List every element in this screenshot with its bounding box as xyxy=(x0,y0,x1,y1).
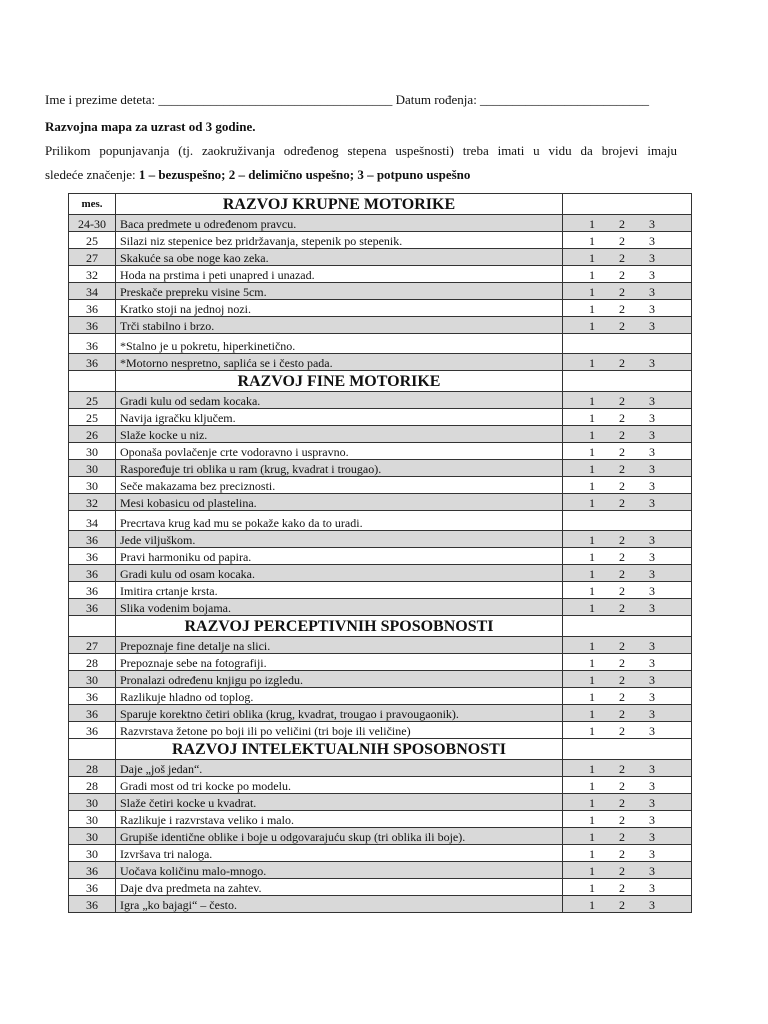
skill-description: Slaže kocke u niz. xyxy=(116,426,563,443)
score-cell[interactable] xyxy=(563,300,692,317)
score-option-1[interactable]: 1 xyxy=(589,796,595,810)
score-option-3[interactable]: 3 xyxy=(649,285,655,299)
score-option-2[interactable]: 2 xyxy=(619,847,625,861)
score-option-1[interactable]: 1 xyxy=(589,302,595,316)
month-cell: 36 xyxy=(69,548,116,565)
skill-description: Pravi harmoniku od papira. xyxy=(116,548,563,565)
score-option-2[interactable]: 2 xyxy=(619,690,625,704)
score-option-2[interactable]: 2 xyxy=(619,251,625,265)
month-cell: 36 xyxy=(69,300,116,317)
score-cell[interactable] xyxy=(563,443,692,460)
score-option-1[interactable]: 1 xyxy=(589,268,595,282)
section-title: RAZVOJ KRUPNE MOTORIKE xyxy=(116,194,563,215)
score-cell[interactable] xyxy=(563,283,692,300)
score-option-2[interactable]: 2 xyxy=(619,779,625,793)
score-option-3[interactable]: 3 xyxy=(649,830,655,844)
table-row xyxy=(69,654,692,671)
score-option-1[interactable]: 1 xyxy=(589,707,595,721)
score-header-cell xyxy=(563,616,692,637)
score-option-1[interactable]: 1 xyxy=(589,639,595,653)
table-row xyxy=(69,266,692,283)
score-cell[interactable] xyxy=(563,705,692,722)
skill-description: Skakuće sa obe noge kao zeka. xyxy=(116,249,563,266)
skill-description: Hoda na prstima i peti unapred i unazad. xyxy=(116,266,563,283)
score-option-2[interactable]: 2 xyxy=(619,394,625,408)
table-row xyxy=(69,283,692,300)
score-option-2[interactable]: 2 xyxy=(619,656,625,670)
score-option-3[interactable]: 3 xyxy=(649,690,655,704)
skill-description: Gradi kulu od sedam kocaka. xyxy=(116,392,563,409)
month-cell: 32 xyxy=(69,494,116,511)
score-header-cell xyxy=(563,194,692,215)
score-cell[interactable] xyxy=(563,215,692,232)
score-option-3[interactable]: 3 xyxy=(649,251,655,265)
table-row xyxy=(69,426,692,443)
score-option-1[interactable]: 1 xyxy=(589,898,595,912)
skill-description: Gradi most od tri kocke po modelu. xyxy=(116,777,563,794)
skill-description: Daje „još jedan“. xyxy=(116,760,563,777)
month-cell: 36 xyxy=(69,565,116,582)
skill-description: Raspoređuje tri oblika u ram (krug, kvadrat i trougao). xyxy=(116,460,563,477)
table-row xyxy=(69,811,692,828)
score-option-2[interactable]: 2 xyxy=(619,479,625,493)
score-cell[interactable] xyxy=(563,460,692,477)
table-row xyxy=(69,300,692,317)
score-option-2[interactable]: 2 xyxy=(619,428,625,442)
table-row xyxy=(69,777,692,794)
score-option-2[interactable]: 2 xyxy=(619,567,625,581)
month-cell: 34 xyxy=(69,511,116,531)
score-option-1[interactable]: 1 xyxy=(589,656,595,670)
score-option-3[interactable]: 3 xyxy=(649,234,655,248)
score-cell[interactable] xyxy=(563,879,692,896)
skill-description: Baca predmete u određenom pravcu. xyxy=(116,215,563,232)
month-column-header xyxy=(69,616,116,637)
document-title: Razvojna mapa za uzrast od 3 godine. xyxy=(45,119,256,134)
table-row xyxy=(69,334,692,354)
skill-description: Razlikuje i razvrstava veliko i malo. xyxy=(116,811,563,828)
month-cell: 36 xyxy=(69,582,116,599)
score-cell[interactable] xyxy=(563,477,692,494)
month-cell: 25 xyxy=(69,409,116,426)
table-row xyxy=(69,671,692,688)
score-cell[interactable] xyxy=(563,811,692,828)
score-header-cell xyxy=(563,739,692,760)
score-cell[interactable] xyxy=(563,582,692,599)
score-option-3[interactable]: 3 xyxy=(649,898,655,912)
score-option-3[interactable]: 3 xyxy=(649,550,655,564)
month-cell: 26 xyxy=(69,426,116,443)
table-row xyxy=(69,215,692,232)
score-cell[interactable] xyxy=(563,599,692,616)
month-cell: 30 xyxy=(69,845,116,862)
table-row xyxy=(69,688,692,705)
score-option-3[interactable]: 3 xyxy=(649,762,655,776)
skill-description: Preskače prepreku visine 5cm. xyxy=(116,283,563,300)
score-option-1[interactable]: 1 xyxy=(589,319,595,333)
name-birthdate-line: Ime i prezime deteta: ____________________________________ Datum rođenja: __________________________ xyxy=(45,92,650,107)
skill-description: Kratko stoji na jednoj nozi. xyxy=(116,300,563,317)
month-cell: 36 xyxy=(69,334,116,354)
month-cell: 32 xyxy=(69,266,116,283)
month-cell: 36 xyxy=(69,862,116,879)
month-cell: 34 xyxy=(69,283,116,300)
score-cell[interactable] xyxy=(563,794,692,811)
score-cell[interactable] xyxy=(563,845,692,862)
score-cell[interactable] xyxy=(563,688,692,705)
score-option-1[interactable]: 1 xyxy=(589,445,595,459)
skill-description: *Stalno je u pokretu, hiperkinetično. xyxy=(116,334,563,354)
table-row xyxy=(69,722,692,739)
score-option-2[interactable]: 2 xyxy=(619,673,625,687)
score-option-3[interactable]: 3 xyxy=(649,864,655,878)
score-option-3[interactable]: 3 xyxy=(649,584,655,598)
score-cell[interactable] xyxy=(563,862,692,879)
score-option-3[interactable]: 3 xyxy=(649,479,655,493)
score-option-3[interactable]: 3 xyxy=(649,673,655,687)
month-column-header xyxy=(69,371,116,392)
table-row xyxy=(69,232,692,249)
score-option-3[interactable]: 3 xyxy=(649,707,655,721)
table-row xyxy=(69,494,692,511)
skill-description: Trči stabilno i brzo. xyxy=(116,317,563,334)
section-title: RAZVOJ INTELEKTUALNIH SPOSOBNOSTI xyxy=(116,739,563,760)
score-option-2[interactable]: 2 xyxy=(619,217,625,231)
score-option-3[interactable]: 3 xyxy=(649,319,655,333)
score-option-2[interactable]: 2 xyxy=(619,881,625,895)
skill-description: Silazi niz stepenice bez pridržavanja, stepenik po stepenik. xyxy=(116,232,563,249)
table-row xyxy=(69,531,692,548)
development-table xyxy=(68,193,692,913)
table-row xyxy=(69,565,692,582)
month-cell: 30 xyxy=(69,671,116,688)
score-option-3[interactable]: 3 xyxy=(649,724,655,738)
score-cell[interactable] xyxy=(563,828,692,845)
month-column-header xyxy=(69,739,116,760)
skill-description: Daje dva predmeta na zahtev. xyxy=(116,879,563,896)
skill-description: Navija igračku ključem. xyxy=(116,409,563,426)
score-option-2[interactable]: 2 xyxy=(619,533,625,547)
score-option-2[interactable]: 2 xyxy=(619,864,625,878)
score-option-1[interactable]: 1 xyxy=(589,847,595,861)
score-option-1[interactable]: 1 xyxy=(589,394,595,408)
table-row xyxy=(69,548,692,565)
section-header xyxy=(69,194,692,215)
score-option-2[interactable]: 2 xyxy=(619,762,625,776)
section-title: RAZVOJ PERCEPTIVNIH SPOSOBNOSTI xyxy=(116,616,563,637)
table-row xyxy=(69,249,692,266)
score-option-1[interactable]: 1 xyxy=(589,779,595,793)
score-option-2[interactable]: 2 xyxy=(619,462,625,476)
skill-description: Pronalazi određenu knjigu po izgledu. xyxy=(116,671,563,688)
score-option-3[interactable]: 3 xyxy=(649,533,655,547)
score-option-3[interactable]: 3 xyxy=(649,462,655,476)
score-option-3[interactable]: 3 xyxy=(649,356,655,370)
score-cell[interactable] xyxy=(563,494,692,511)
table-row xyxy=(69,392,692,409)
skill-description: Jede viljuškom. xyxy=(116,531,563,548)
skill-description: Grupiše identične oblike i boje u odgovarajuću skup (tri oblika ili boje). xyxy=(116,828,563,845)
skill-description: Oponaša povlačenje crte vodoravno i uspravno. xyxy=(116,443,563,460)
score-option-2[interactable]: 2 xyxy=(619,268,625,282)
score-cell[interactable] xyxy=(563,777,692,794)
month-cell: 30 xyxy=(69,460,116,477)
score-option-1[interactable]: 1 xyxy=(589,830,595,844)
score-option-1[interactable]: 1 xyxy=(589,881,595,895)
skill-description: *Motorno nespretno, saplića se i često pada. xyxy=(116,354,563,371)
score-option-1[interactable]: 1 xyxy=(589,479,595,493)
score-option-1[interactable]: 1 xyxy=(589,813,595,827)
month-cell: 28 xyxy=(69,777,116,794)
table-row xyxy=(69,637,692,654)
score-option-3[interactable]: 3 xyxy=(649,656,655,670)
score-option-1[interactable]: 1 xyxy=(589,584,595,598)
month-cell: 28 xyxy=(69,654,116,671)
section-header xyxy=(69,739,692,760)
score-option-3[interactable]: 3 xyxy=(649,268,655,282)
score-option-1[interactable]: 1 xyxy=(589,601,595,615)
score-option-3[interactable]: 3 xyxy=(649,496,655,510)
score-option-1[interactable]: 1 xyxy=(589,724,595,738)
score-option-2[interactable]: 2 xyxy=(619,707,625,721)
month-column-header: mes. xyxy=(69,194,116,215)
score-option-1[interactable]: 1 xyxy=(589,762,595,776)
score-cell[interactable] xyxy=(563,334,692,354)
score-option-3[interactable]: 3 xyxy=(649,639,655,653)
table-row xyxy=(69,443,692,460)
table-row xyxy=(69,760,692,777)
score-option-2[interactable]: 2 xyxy=(619,234,625,248)
score-cell[interactable] xyxy=(563,232,692,249)
table-row xyxy=(69,828,692,845)
table-row xyxy=(69,409,692,426)
skill-description: Gradi kulu od osam kocaka. xyxy=(116,565,563,582)
score-cell[interactable] xyxy=(563,426,692,443)
score-option-3[interactable]: 3 xyxy=(649,813,655,827)
score-cell[interactable] xyxy=(563,760,692,777)
month-cell: 27 xyxy=(69,249,116,266)
skill-description: Prepoznaje fine detalje na slici. xyxy=(116,637,563,654)
month-cell: 30 xyxy=(69,443,116,460)
score-option-2[interactable]: 2 xyxy=(619,898,625,912)
month-cell: 30 xyxy=(69,794,116,811)
month-cell: 24-30 xyxy=(69,215,116,232)
skill-description: Uočava količinu malo-mnogo. xyxy=(116,862,563,879)
score-option-3[interactable]: 3 xyxy=(649,601,655,615)
table-row xyxy=(69,879,692,896)
score-option-3[interactable]: 3 xyxy=(649,779,655,793)
score-cell[interactable] xyxy=(563,565,692,582)
score-option-1[interactable]: 1 xyxy=(589,496,595,510)
score-option-2[interactable]: 2 xyxy=(619,639,625,653)
score-option-1[interactable]: 1 xyxy=(589,356,595,370)
score-cell[interactable] xyxy=(563,896,692,913)
month-cell: 30 xyxy=(69,811,116,828)
score-cell[interactable] xyxy=(563,511,692,531)
table-row xyxy=(69,582,692,599)
score-cell[interactable] xyxy=(563,722,692,739)
score-option-3[interactable]: 3 xyxy=(649,881,655,895)
score-meaning-prefix: sledeće značenje: xyxy=(45,167,139,182)
score-cell[interactable] xyxy=(563,409,692,426)
month-cell: 25 xyxy=(69,392,116,409)
score-option-3[interactable]: 3 xyxy=(649,445,655,459)
score-option-3[interactable]: 3 xyxy=(649,411,655,425)
score-option-2[interactable]: 2 xyxy=(619,445,625,459)
score-option-3[interactable]: 3 xyxy=(649,428,655,442)
score-option-2[interactable]: 2 xyxy=(619,724,625,738)
skill-description: Razlikuje hladno od toplog. xyxy=(116,688,563,705)
score-option-1[interactable]: 1 xyxy=(589,533,595,547)
month-cell: 30 xyxy=(69,828,116,845)
month-cell: 36 xyxy=(69,531,116,548)
score-option-2[interactable]: 2 xyxy=(619,830,625,844)
score-option-1[interactable]: 1 xyxy=(589,285,595,299)
score-cell[interactable] xyxy=(563,671,692,688)
score-option-3[interactable]: 3 xyxy=(649,302,655,316)
score-cell[interactable] xyxy=(563,392,692,409)
score-option-2[interactable]: 2 xyxy=(619,411,625,425)
skill-description: Imitira crtanje krsta. xyxy=(116,582,563,599)
table-row xyxy=(69,511,692,531)
score-option-2[interactable]: 2 xyxy=(619,584,625,598)
score-option-1[interactable]: 1 xyxy=(589,864,595,878)
instructions-text: Prilikom popunjavanja (tj. zaokruživanja određenog stepena uspešnosti) treba imati u vidu da brojevi imaju xyxy=(45,143,677,158)
section-title: RAZVOJ FINE MOTORIKE xyxy=(116,371,563,392)
month-cell: 36 xyxy=(69,705,116,722)
month-cell: 36 xyxy=(69,688,116,705)
score-option-1[interactable]: 1 xyxy=(589,234,595,248)
score-cell[interactable] xyxy=(563,266,692,283)
score-option-2[interactable]: 2 xyxy=(619,550,625,564)
score-option-2[interactable]: 2 xyxy=(619,601,625,615)
score-option-1[interactable]: 1 xyxy=(589,673,595,687)
score-option-3[interactable]: 3 xyxy=(649,796,655,810)
score-header-cell xyxy=(563,371,692,392)
score-option-1[interactable]: 1 xyxy=(589,428,595,442)
score-option-2[interactable]: 2 xyxy=(619,813,625,827)
score-option-1[interactable]: 1 xyxy=(589,550,595,564)
score-cell[interactable] xyxy=(563,548,692,565)
table-row xyxy=(69,599,692,616)
table-row xyxy=(69,705,692,722)
month-cell: 36 xyxy=(69,722,116,739)
score-option-2[interactable]: 2 xyxy=(619,319,625,333)
score-option-2[interactable]: 2 xyxy=(619,796,625,810)
table-row xyxy=(69,477,692,494)
table-row xyxy=(69,317,692,334)
table-row xyxy=(69,794,692,811)
month-cell: 36 xyxy=(69,879,116,896)
table-row xyxy=(69,862,692,879)
score-option-1[interactable]: 1 xyxy=(589,217,595,231)
score-option-1[interactable]: 1 xyxy=(589,690,595,704)
score-cell[interactable] xyxy=(563,317,692,334)
skill-description: Precrtava krug kad mu se pokaže kako da to uradi. xyxy=(116,511,563,531)
score-cell[interactable] xyxy=(563,354,692,371)
score-cell[interactable] xyxy=(563,249,692,266)
score-option-1[interactable]: 1 xyxy=(589,411,595,425)
skill-description: Slaže četiri kocke u kvadrat. xyxy=(116,794,563,811)
month-cell: 36 xyxy=(69,354,116,371)
skill-description: Igra „ko bajagi“ – često. xyxy=(116,896,563,913)
month-cell: 36 xyxy=(69,896,116,913)
score-meaning-values: 1 – bezuspešno; 2 – delimično uspešno; 3 – potpuno uspešno xyxy=(138,167,471,182)
score-option-1[interactable]: 1 xyxy=(589,462,595,476)
skill-description: Izvršava tri naloga. xyxy=(116,845,563,862)
score-option-3[interactable]: 3 xyxy=(649,847,655,861)
skill-description: Slika vodenim bojama. xyxy=(116,599,563,616)
score-option-1[interactable]: 1 xyxy=(589,567,595,581)
score-option-2[interactable]: 2 xyxy=(619,496,625,510)
score-option-2[interactable]: 2 xyxy=(619,356,625,370)
score-option-3[interactable]: 3 xyxy=(649,217,655,231)
score-option-3[interactable]: 3 xyxy=(649,567,655,581)
month-cell: 25 xyxy=(69,232,116,249)
score-option-2[interactable]: 2 xyxy=(619,285,625,299)
skill-description: Prepoznaje sebe na fotografiji. xyxy=(116,654,563,671)
score-option-1[interactable]: 1 xyxy=(589,251,595,265)
score-cell[interactable] xyxy=(563,654,692,671)
score-meaning xyxy=(45,167,470,183)
score-option-3[interactable]: 3 xyxy=(649,394,655,408)
skill-description: Seče makazama bez preciznosti. xyxy=(116,477,563,494)
month-cell: 36 xyxy=(69,317,116,334)
month-cell: 28 xyxy=(69,760,116,777)
table-row xyxy=(69,845,692,862)
score-option-2[interactable]: 2 xyxy=(619,302,625,316)
score-cell[interactable] xyxy=(563,637,692,654)
table-row xyxy=(69,896,692,913)
month-cell: 30 xyxy=(69,477,116,494)
skill-description: Sparuje korektno četiri oblika (krug, kvadrat, trougao i pravougaonik). xyxy=(116,705,563,722)
skill-description: Mesi kobasicu od plastelina. xyxy=(116,494,563,511)
section-header xyxy=(69,371,692,392)
table-row xyxy=(69,460,692,477)
table-row xyxy=(69,354,692,371)
section-header xyxy=(69,616,692,637)
skill-description: Razvrstava žetone po boji ili po veličini (tri boje ili veličine) xyxy=(116,722,563,739)
score-cell[interactable] xyxy=(563,531,692,548)
month-cell: 27 xyxy=(69,637,116,654)
month-cell: 36 xyxy=(69,599,116,616)
